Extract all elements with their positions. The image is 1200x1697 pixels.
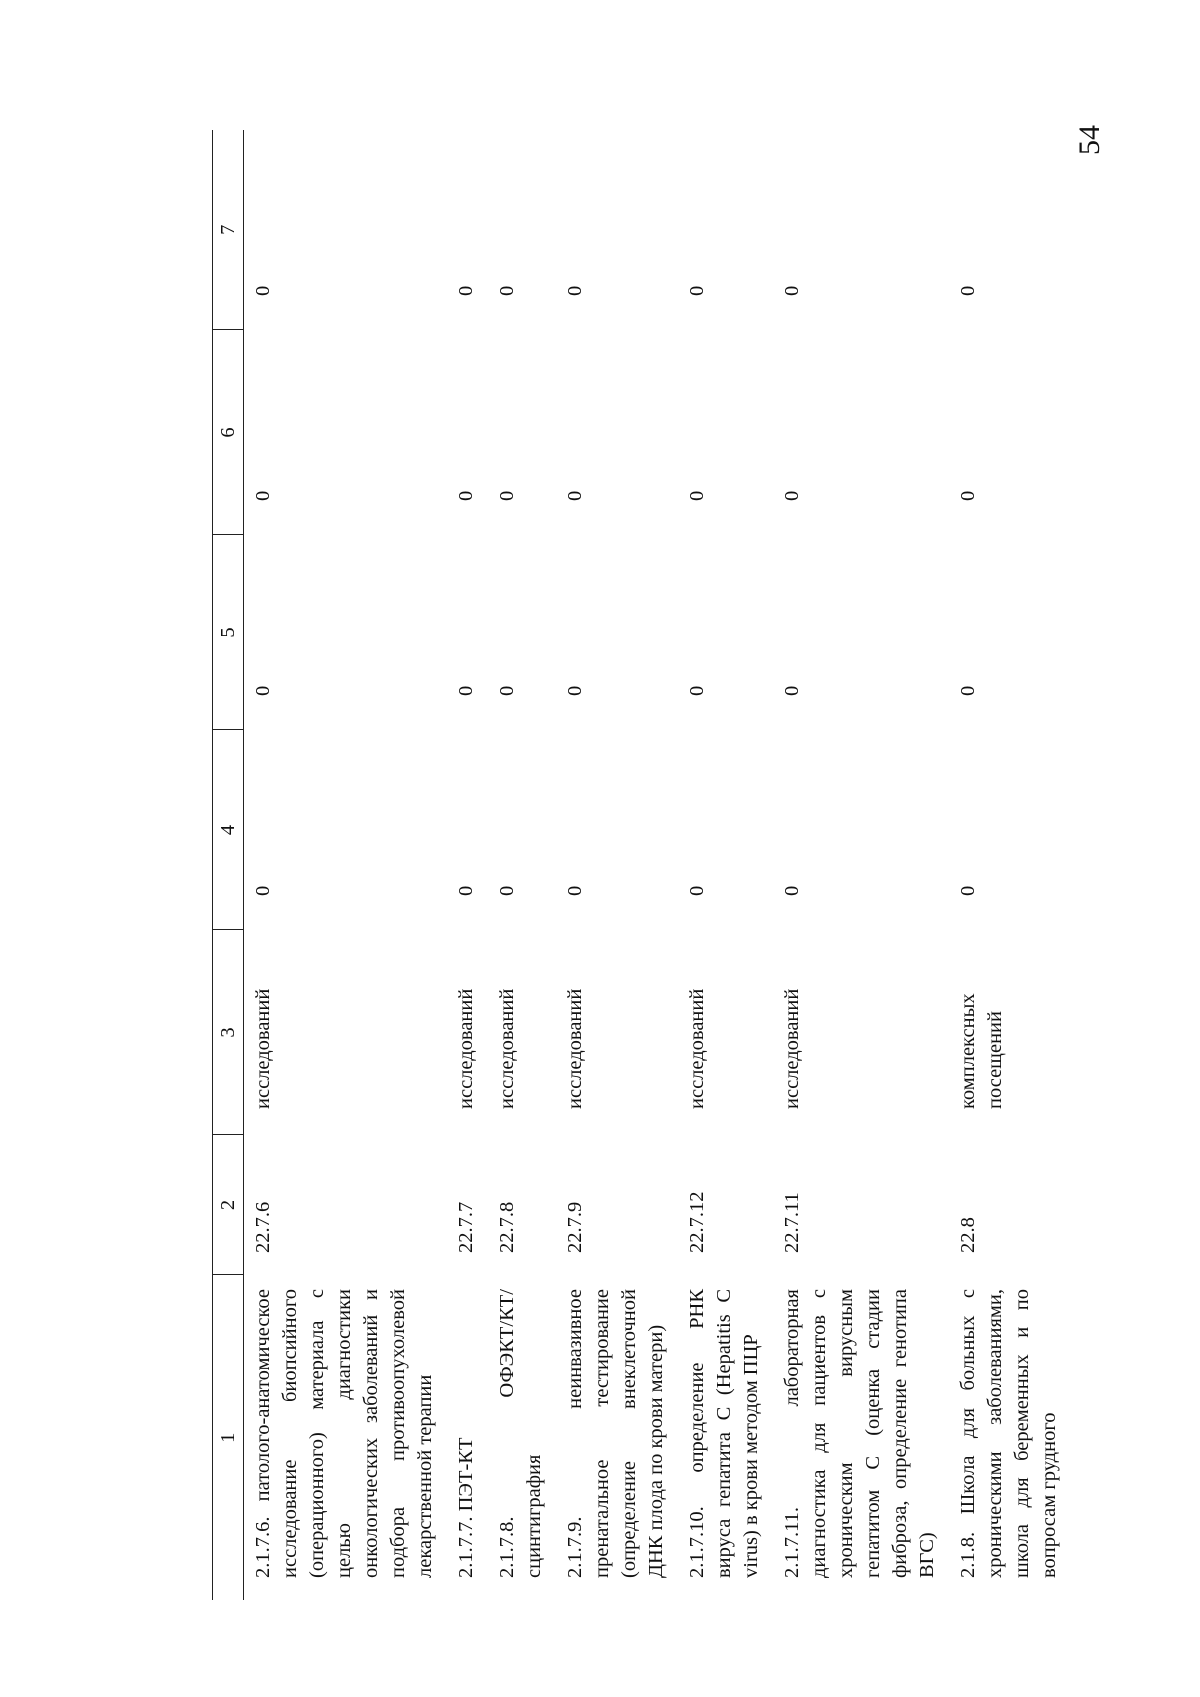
row-code: 22.7.8	[496, 1201, 518, 1253]
row-code: 22.7.6	[252, 1201, 274, 1253]
row-value: 0	[781, 490, 803, 501]
page-number: 54	[1073, 125, 1106, 155]
row-unit: исследований	[252, 988, 274, 1109]
row-value: 0	[564, 885, 586, 896]
row-value: 0	[455, 285, 477, 296]
row-value: 0	[252, 685, 274, 696]
row-value: 0	[781, 285, 803, 296]
column-header: 4	[213, 730, 244, 930]
table-row	[556, 130, 678, 1600]
row-value: 0	[455, 885, 477, 896]
table-row	[949, 130, 1071, 1600]
row-value: 0	[957, 885, 979, 896]
row-value: 0	[496, 490, 518, 501]
row-value: 0	[686, 285, 708, 296]
row-description: 2.1.7.6. патолого-анатомическое исследование биопсийного (операционного) материала с целью диагностики онкологических заболеваний и подбора противоопухолевой лекарственной терапии	[252, 1289, 436, 1578]
row-code: 22.8	[957, 1217, 979, 1253]
row-value: 0	[252, 885, 274, 896]
row-value: 0	[496, 885, 518, 896]
row-unit: исследований	[564, 988, 586, 1109]
row-unit: исследований	[496, 988, 518, 1109]
row-description: 2.1.7.11. лабораторная диагностика для пациентов с хроническим вирусным гепатитом С (оценка стадии фиброза, определение генотипа ВГС)	[781, 1289, 938, 1578]
row-description: 2.1.7.9. неинвазивное пренатальное тестирование (определение внеклеточной ДНК плода по крови матери)	[564, 1289, 667, 1578]
row-code: 22.7.11	[781, 1192, 803, 1253]
row-description: 2.1.8. Школа для больных с хроническими заболеваниями, школа для беременных и по вопросам грудного	[957, 1289, 1060, 1578]
row-value: 0	[957, 490, 979, 501]
column-header: 5	[213, 535, 244, 730]
row-value: 0	[496, 685, 518, 696]
header-row	[213, 130, 244, 1600]
column-header: 3	[213, 930, 244, 1135]
row-value: 0	[781, 885, 803, 896]
row-value: 0	[686, 685, 708, 696]
row-value: 0	[252, 490, 274, 501]
row-description: 2.1.7.8. ОФЭКТ/КТ/сцинтиграфия	[496, 1289, 545, 1578]
table-row	[488, 130, 556, 1600]
data-table	[212, 130, 1071, 1600]
row-description: 2.1.7.10. определение РНК вируса гепатита С (Hepatitis C virus) в крови методом ПЦР	[686, 1289, 762, 1578]
row-value: 0	[957, 685, 979, 696]
row-value: 0	[455, 490, 477, 501]
rotated-table-container	[212, 130, 1060, 1600]
row-unit: исследований	[781, 988, 803, 1109]
row-unit: исследований	[686, 988, 708, 1109]
row-value: 0	[686, 490, 708, 501]
column-header: 1	[213, 1275, 244, 1600]
row-unit: комплексных посещений	[957, 993, 1006, 1109]
table-row	[244, 130, 448, 1600]
row-value: 0	[496, 285, 518, 296]
column-header: 7	[213, 130, 244, 330]
row-value: 0	[957, 285, 979, 296]
table-row	[447, 130, 488, 1600]
row-value: 0	[781, 685, 803, 696]
row-value: 0	[564, 490, 586, 501]
row-value: 0	[564, 285, 586, 296]
row-description: 2.1.7.7. ПЭТ-КТ	[455, 1437, 477, 1578]
row-value: 0	[455, 685, 477, 696]
table-row	[773, 130, 949, 1600]
row-code: 22.7.7	[455, 1201, 477, 1253]
row-unit: исследований	[455, 988, 477, 1109]
row-value: 0	[252, 285, 274, 296]
row-value: 0	[564, 685, 586, 696]
row-code: 22.7.12	[686, 1191, 708, 1253]
column-header: 6	[213, 330, 244, 535]
table-row	[678, 130, 773, 1600]
row-value: 0	[686, 885, 708, 896]
row-code: 22.7.9	[564, 1201, 586, 1253]
column-header: 2	[213, 1135, 244, 1275]
